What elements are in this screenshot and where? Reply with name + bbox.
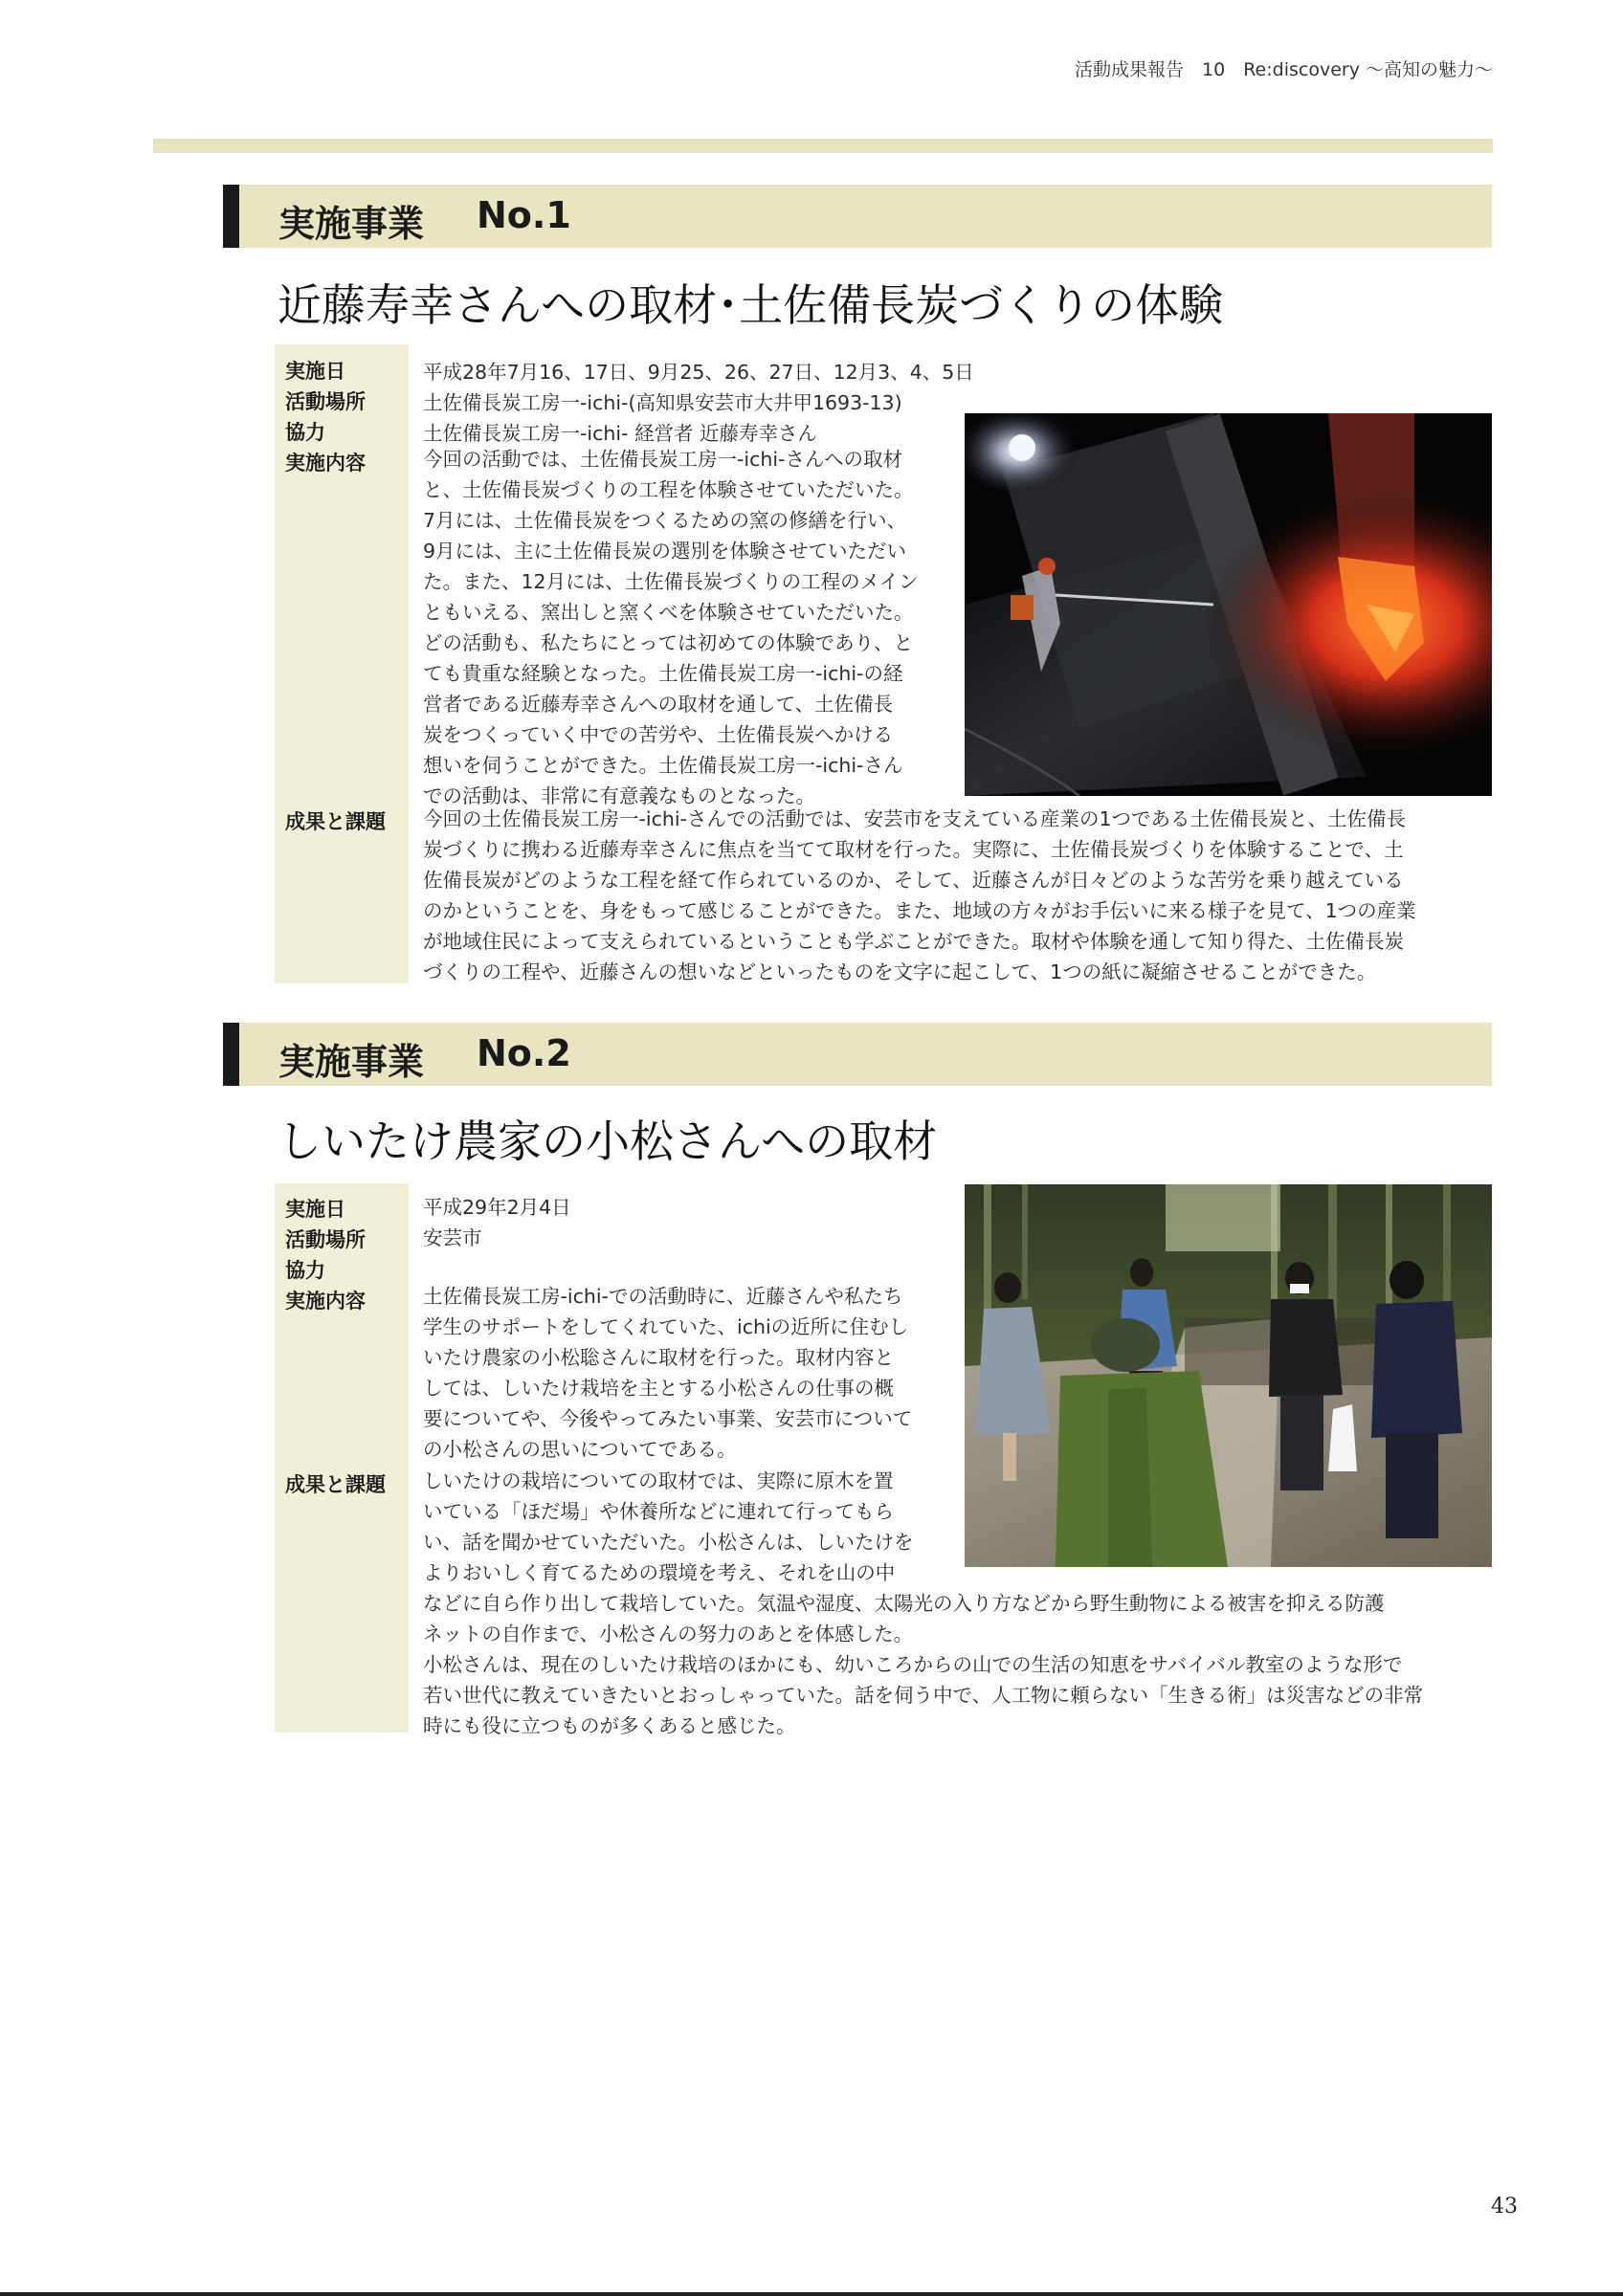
section-2-place: 安芸市	[423, 1226, 482, 1249]
text-line: 炭をつくっていく中での苦労や、土佐備長炭へかける	[423, 723, 894, 746]
text-line: 小松さんは、現在のしいたけ栽培のほかにも、幼いころからの山での生活の知恵をサバイバル教室のような形で	[423, 1653, 1403, 1676]
section-1-cooperation: 土佐備長炭工房一-ichi- 経営者 近藤寿幸さん	[423, 422, 817, 445]
text-line: いている「ほだ場」や休養所などに連れて行ってもら	[423, 1500, 894, 1523]
text-line: 今回の活動では、土佐備長炭工房一-ichi-さんへの取材	[423, 448, 903, 471]
section-1-label: 実施事業	[278, 203, 425, 245]
text-line: しては、しいたけ栽培を主とする小松さんの仕事の概	[423, 1377, 894, 1400]
label-results: 成果と課題	[285, 810, 386, 833]
section-1-date: 平成28年7月16、17日、9月25、26、27日、12月3、4、5日	[423, 361, 974, 384]
text-line: よりおいしく育てるための環境を考え、それを山の中	[423, 1561, 896, 1584]
section-2-date: 平成29年2月4日	[423, 1196, 571, 1219]
text-line: 時にも役に立つものが多くあると感じた。	[423, 1714, 796, 1737]
label-cooperation: 協力	[285, 421, 325, 444]
section-2-title: しいたけ農家の小松さんへの取材	[278, 1115, 938, 1167]
kiln-photo	[965, 413, 1492, 796]
text-line: い、話を聞かせていただいた。小松さんは、しいたけを	[423, 1531, 914, 1554]
section-2-content	[423, 1281, 912, 1465]
label-content: 実施内容	[285, 1290, 366, 1313]
section-1-results	[423, 804, 1416, 987]
section-2-band	[223, 1023, 1492, 1086]
text-line: 今回の土佐備長炭工房一-ichi-さんでの活動では、安芸市を支えている産業の1つである土佐備長炭と、土佐備長	[423, 807, 1406, 830]
text-line: 9月には、主に土佐備長炭の選別を体験させていただい	[423, 540, 907, 563]
kiln-photo-image	[965, 413, 1492, 796]
header-rule	[153, 139, 1493, 153]
text-line: どの活動も、私たちにとっては初めての体験であり、と	[423, 631, 914, 654]
text-line: づくりの工程や、近藤さんの想いなどといったものを文字に起こして、1つの紙に凝縮させることができた。	[423, 960, 1377, 983]
section-1-band	[223, 185, 1492, 248]
text-line: 7月には、土佐備長炭をつくるための窯の修繕を行い、	[423, 509, 907, 532]
text-line: 佐備長炭がどのような工程を経て作られているのか、そして、近藤さんが日々どのような苦労を乗り越えている	[423, 869, 1404, 892]
text-line: ても貴重な経験となった。土佐備長炭工房一-ichi-の経	[423, 662, 903, 685]
section-marker	[223, 185, 239, 248]
text-line: しいたけの栽培についての取材では、実際に原木を置	[423, 1469, 894, 1492]
text-line: と、土佐備長炭づくりの工程を体験させていただいた。	[423, 478, 914, 501]
label-place: 活動場所	[285, 390, 366, 413]
text-line: いたけ農家の小松聡さんに取材を行った。取材内容と	[423, 1346, 894, 1369]
text-line: 営者である近藤寿幸さんへの取材を通して、土佐備長	[423, 693, 894, 716]
text-line: 要についてや、今後やってみたい事業、安芸市について	[423, 1407, 913, 1430]
text-line: ともいえる、窯出しと窯くべを体験させていただいた。	[423, 601, 914, 624]
text-line: のかということを、身をもって感じることができた。また、地域の方々がお手伝いに来る様子を見て、1つの産業	[423, 899, 1416, 922]
text-line: 学生のサポートをしてくれていた、ichiの近所に住むし	[423, 1315, 909, 1338]
text-line: などに自ら作り出して栽培していた。気温や湿度、太陽光の入り方などから野生動物による被害を抑える防護	[423, 1592, 1385, 1615]
interview-photo	[965, 1184, 1492, 1567]
label-cooperation: 協力	[285, 1259, 325, 1282]
bottom-rule	[0, 2292, 1623, 2296]
text-line: 土佐備長炭工房-ichi-での活動時に、近藤さんや私たち	[423, 1285, 903, 1308]
text-line: が地域住民によって支えられているということも学ぶことができた。取材や体験を通して知り得た、土佐備長炭	[423, 930, 1404, 953]
section-2-number: No.2	[477, 1032, 571, 1074]
section-1-number: No.1	[477, 194, 571, 236]
section-marker	[223, 1023, 239, 1086]
section-2-label: 実施事業	[278, 1041, 425, 1083]
text-line: 若い世代に教えていきたいとおっしゃっていた。話を伺う中で、人工物に頼らない「生きる術」は災害などの非常	[423, 1684, 1424, 1707]
text-line: の小松さんの思いについてである。	[423, 1438, 737, 1461]
label-date: 実施日	[285, 360, 345, 383]
text-line: ネットの自作まで、小松さんの努力のあとを体感した。	[423, 1623, 914, 1645]
running-header: 活動成果報告 10 Re:discovery 〜高知の魅力〜	[1075, 59, 1493, 80]
section-1-place: 土佐備長炭工房一-ichi-(高知県安芸市大井甲1693-13)	[423, 391, 902, 414]
page-number: 43	[1491, 2195, 1518, 2219]
text-line: での活動は、非常に有意義なものとなった。	[423, 784, 815, 807]
label-content: 実施内容	[285, 452, 366, 475]
text-line: 炭づくりに携わる近藤寿幸さんに焦点を当てて取材を行った。実際に、土佐備長炭づくりを体験することで、土	[423, 838, 1404, 861]
section-1-title: 近藤寿幸さんへの取材･土佐備長炭づくりの体験	[278, 279, 1224, 331]
label-date: 実施日	[285, 1198, 345, 1221]
label-results: 成果と課題	[285, 1473, 386, 1496]
interview-photo-image	[965, 1184, 1492, 1567]
text-line: た。また、12月には、土佐備長炭づくりの工程のメイン	[423, 570, 919, 593]
label-place: 活動場所	[285, 1228, 366, 1251]
text-line: 想いを伺うことができた。土佐備長炭工房一-ichi-さん	[423, 754, 903, 777]
section-1-content	[423, 444, 919, 811]
